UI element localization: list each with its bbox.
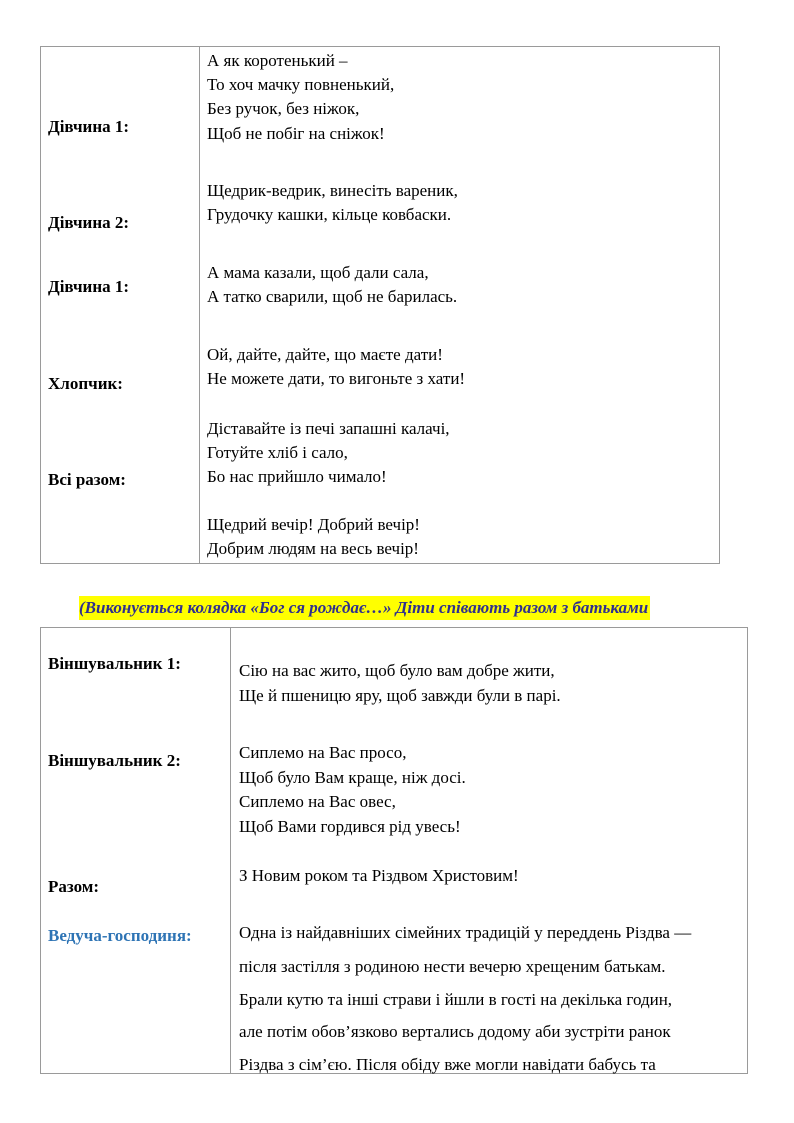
verse-line: Сиплемо на Вас просо, [239, 743, 407, 762]
speaker-label: Всі разом: [48, 470, 126, 489]
speaker-label: Віншувальник 2: [48, 751, 181, 770]
verse-line: Щедрик-ведрик, винесіть вареник, [207, 181, 458, 200]
column-divider [199, 47, 200, 563]
verse-line: Ще й пшеницю яру, щоб завжди були в парі. [239, 686, 561, 705]
verse-line: Бо нас прийшло чимало! [207, 467, 387, 486]
verse-line: Добрим людям на весь вечір! [207, 539, 419, 558]
prose-line: але потім обов’язково вертались додому аби зустріти ранок [239, 1022, 671, 1041]
prose-line: Брали кутю та інші страви і йшли в гості на декілька годин, [239, 990, 673, 1009]
verse-line: Сиплемо на Вас овес, [239, 792, 396, 811]
verse-line: З Новим роком та Різдвом Христовим! [239, 866, 519, 885]
stage-direction-note: (Виконується колядка «Бог ся рождає…» Діти співають разом з батьками [79, 596, 650, 620]
verse-line: Щоб було Вам краще, ніж досі. [239, 768, 466, 787]
verse-line: Без ручок, без ніжок, [207, 99, 360, 118]
speaker-label: Дівчина 1: [48, 277, 130, 296]
host-speaker-label: Ведуча-господиня: [48, 926, 192, 945]
speaker-label: Віншувальник 1: [48, 654, 181, 673]
verse-line: Щоб Вами гордився рід увесь! [239, 817, 461, 836]
prose-line: Різдва з сім’єю. Після обіду вже могли навідати бабусь та [239, 1055, 656, 1074]
speaker-label: Хлопчик: [48, 374, 123, 393]
speaker-label: Дівчина 2: [48, 213, 130, 232]
prose-line: Одна із найдавніших сімейних традицій у переддень Різдва — [239, 923, 692, 942]
verse-line: Діставайте із печі запашні калачі, [207, 419, 450, 438]
dialogue-table-2 [40, 627, 748, 1074]
verse-line: Грудочку кашки, кільце ковбаски. [207, 205, 452, 224]
dialogue-table-1 [40, 46, 720, 564]
verse-line: А татко сварили, щоб не барилась. [207, 287, 458, 306]
prose-line: після застілля з родиною нести вечерю хрещеним батькам. [239, 957, 666, 976]
verse-line: А мама казали, щоб дали сала, [207, 263, 429, 282]
verse-line: Сію на вас жито, щоб було вам добре жити, [239, 661, 555, 680]
verse-line: То хоч мачку повненький, [207, 75, 395, 94]
verse-line: Щедрий вечір! Добрий вечір! [207, 515, 420, 534]
verse-line: Готуйте хліб і сало, [207, 443, 348, 462]
speaker-label: Дівчина 1: [48, 117, 130, 136]
verse-line: Ой, дайте, дайте, що маєте дати! [207, 345, 443, 364]
verse-line: А як коротенький – [207, 51, 348, 70]
speaker-label: Разом: [48, 877, 100, 896]
column-divider [230, 628, 231, 1073]
verse-line: Не можете дати, то вигоньте з хати! [207, 369, 466, 388]
verse-line: Щоб не побіг на сніжок! [207, 124, 385, 143]
